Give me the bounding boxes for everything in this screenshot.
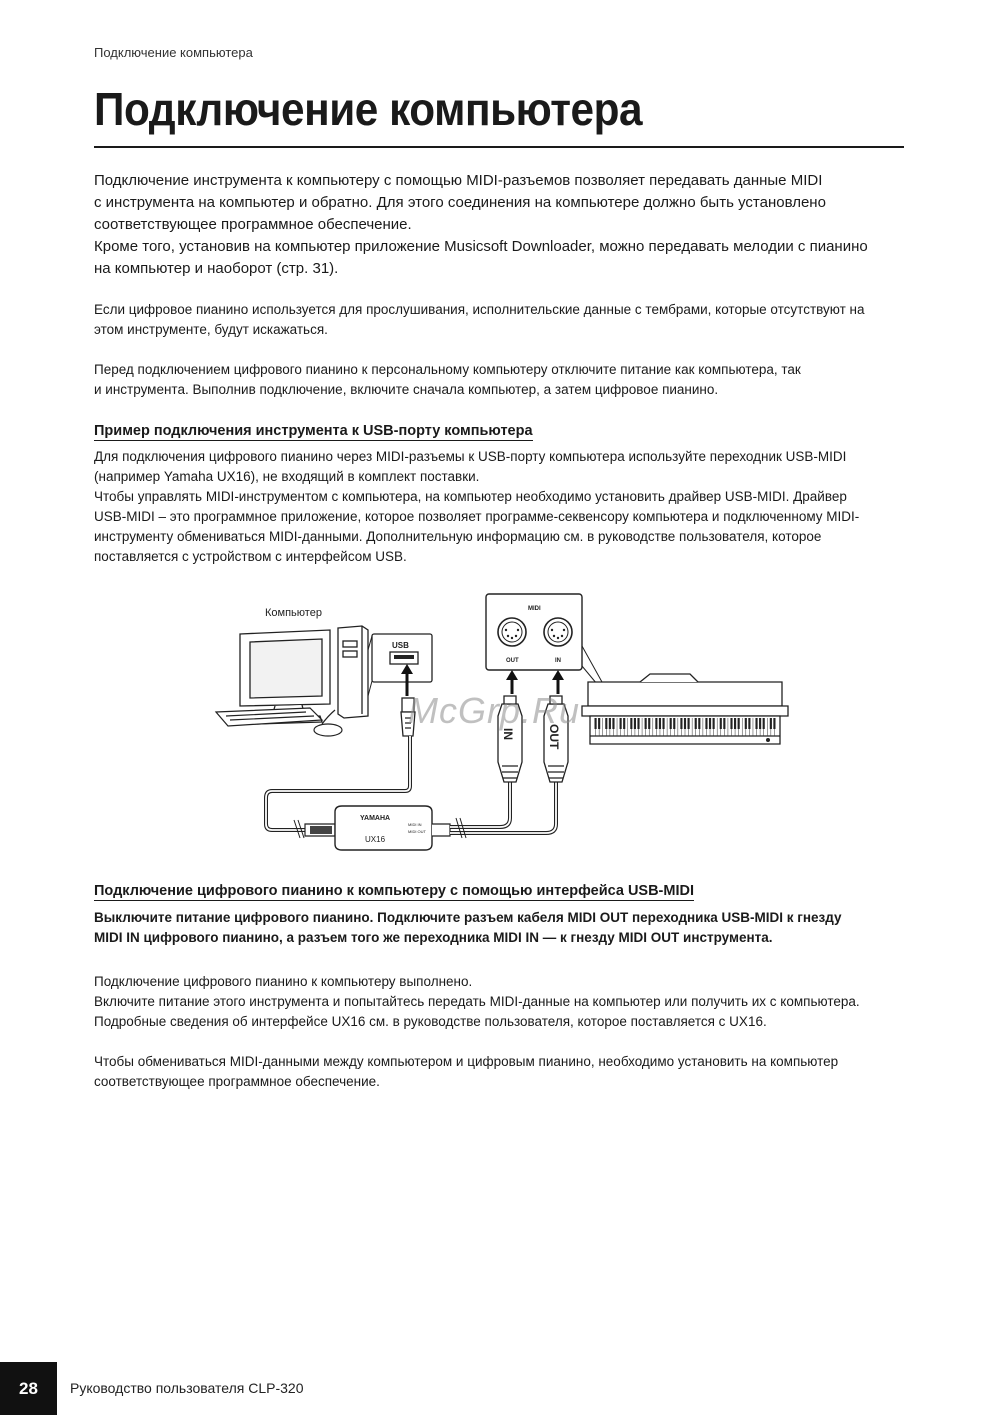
piano-black-key <box>609 718 611 729</box>
piano-black-key <box>620 718 622 729</box>
piano-black-key <box>688 718 690 729</box>
section-usb-midi <box>94 882 904 1092</box>
page-footer <box>0 1362 1000 1415</box>
piano-black-key <box>634 718 636 729</box>
piano-black-key <box>670 718 672 729</box>
piano-black-key <box>709 718 711 729</box>
intro-line: соответствующее программное обеспечение. <box>94 216 412 233</box>
piano-black-key <box>773 718 775 729</box>
body-line: инструменту обмениваться MIDI-данными. Дополнительную информацию см. в руководстве пользователя, которое <box>94 529 822 544</box>
instruction-bold <box>94 908 904 948</box>
piano-black-key <box>659 718 661 729</box>
running-head: Подключение компьютера <box>94 45 253 60</box>
instruction-line: MIDI IN цифрового пианино, а разъем того же переходника MIDI IN — к гнезду MIDI OUT инструмента. <box>94 930 773 945</box>
piano-black-key <box>630 718 632 729</box>
piano-black-key <box>673 718 675 729</box>
body-line: соответствующее программное обеспечение. <box>94 1074 380 1089</box>
piano-black-key <box>684 718 686 729</box>
piano-black-key <box>605 718 607 729</box>
intro-line: на компьютер и наоборот (стр. 31). <box>94 260 339 277</box>
piano-black-key <box>595 718 597 729</box>
section-usb <box>94 422 904 567</box>
final-paragraph <box>94 1052 904 1092</box>
body-line: поставляется с устройством с интерфейсом USB. <box>94 549 407 564</box>
piano-black-key <box>695 718 697 729</box>
result-paragraph <box>94 972 904 1032</box>
body-line: Чтобы управлять MIDI-инструментом с компьютера, на компьютер необходимо установить драйвер USB-MIDI. Драйвер <box>94 489 847 504</box>
body-line: (например Yamaha UX16), не входящий в комплект поставки. <box>94 469 480 484</box>
body-line: Подключение цифрового пианино к компьютеру выполнено. <box>94 974 473 989</box>
ux16-interface <box>305 806 450 850</box>
note-line: Если цифровое пианино используется для прослушивания, исполнительские данные с тембрами, которые отсутствуют на <box>94 302 865 317</box>
piano-black-key <box>648 718 650 729</box>
body-line: USB-MIDI – это программное приложение, которое позволяет программе-секвенсору компьютера и подключенному MIDI- <box>94 509 860 524</box>
piano-black-key <box>748 718 750 729</box>
note-line: и инструмента. Выполнив подключение, включите сначала компьютер, а затем цифровое пианино. <box>94 382 719 397</box>
intro-line: Кроме того, установив на компьютер приложение Musicsoft Downloader, можно передавать мелодии с пианино <box>94 238 868 255</box>
section-usb-midi-heading: Подключение цифрового пианино к компьютеру с помощью интерфейса USB-MIDI <box>94 883 694 899</box>
ux16-midi-in: MIDI IN <box>408 822 422 827</box>
ux16-midi-out: MIDI OUT <box>408 829 426 834</box>
body-line: Включите питание этого инструмента и попытайтесь передать MIDI-данные на компьютер или получить их с компьютера. <box>94 994 860 1009</box>
note-power-off <box>94 360 904 400</box>
footer-text: Руководство пользователя CLP-320 <box>70 1380 304 1396</box>
computer-label: Компьютер <box>265 607 322 619</box>
tower-illustration <box>338 626 368 718</box>
intro-paragraph <box>94 170 904 280</box>
intro-line: с инструмента на компьютер и обратно. Для этого соединения на компьютере должно быть установлено <box>94 194 826 211</box>
plug-in-label: IN <box>501 728 515 740</box>
midi-panel-label: MIDI <box>528 606 541 612</box>
note-line: этом инструменте, будут искажаться. <box>94 322 328 337</box>
note-line: Перед подключением цифрового пианино к персональному компьютеру отключите питание как компьютера, так <box>94 362 801 377</box>
piano-black-key <box>680 718 682 729</box>
instruction-line: Выключите питание цифрового пианино. Подключите разъем кабеля MIDI OUT переходника USB-MIDI к гнезду <box>94 910 842 925</box>
ux16-model: UX16 <box>365 835 386 844</box>
page-number: 28 <box>0 1362 57 1415</box>
body-line: Для подключения цифрового пианино через MIDI-разъемы к USB-порту компьютера используйте переходник USB-MIDI <box>94 449 847 464</box>
title-rule <box>94 146 904 148</box>
piano-black-key <box>763 718 765 729</box>
piano-black-key <box>734 718 736 729</box>
intro-line: Подключение инструмента к компьютеру с помощью MIDI-разъемов позволяет передавать данные MIDI <box>94 172 823 189</box>
piano-black-key <box>645 718 647 729</box>
midi-in-port-label: IN <box>555 658 561 664</box>
piano-black-key <box>770 718 772 729</box>
midi-out-port-label: OUT <box>506 658 519 664</box>
keyboard-illustration <box>216 708 342 736</box>
piano-black-key <box>738 718 740 729</box>
ux16-brand: YAMAHA <box>360 815 391 822</box>
section-usb-body <box>94 447 904 567</box>
piano-black-key <box>713 718 715 729</box>
midi-port-in <box>544 618 572 646</box>
piano-black-key <box>637 718 639 729</box>
page-title: Подключение компьютера <box>94 83 643 135</box>
piano-black-key <box>623 718 625 729</box>
piano-black-key <box>720 718 722 729</box>
usb-label: USB <box>392 641 409 650</box>
piano-black-key <box>759 718 761 729</box>
piano-black-key <box>698 718 700 729</box>
piano-black-key <box>662 718 664 729</box>
watermark: McGrp.Ru <box>408 690 581 731</box>
piano-black-key <box>612 718 614 729</box>
piano-black-key <box>723 718 725 729</box>
section-usb-heading: Пример подключения инструмента к USB-порту компьютера <box>94 423 533 439</box>
piano-black-key <box>705 718 707 729</box>
body-line: Чтобы обмениваться MIDI-данными между компьютером и цифровым пианино, необходимо установить на компьютер <box>94 1054 839 1069</box>
piano-black-key <box>598 718 600 729</box>
piano-black-key <box>655 718 657 729</box>
piano-black-key <box>755 718 757 729</box>
body-line: Подробные сведения об интерфейсе UX16 см. в руководстве пользователя, которое поставляется с UX16. <box>94 1014 767 1029</box>
plug-out-label: OUT <box>547 724 561 750</box>
note-distortion <box>94 300 904 340</box>
midi-port-out <box>498 618 526 646</box>
piano-black-key <box>745 718 747 729</box>
piano-black-key <box>730 718 732 729</box>
midi-cable-1 <box>450 781 510 827</box>
